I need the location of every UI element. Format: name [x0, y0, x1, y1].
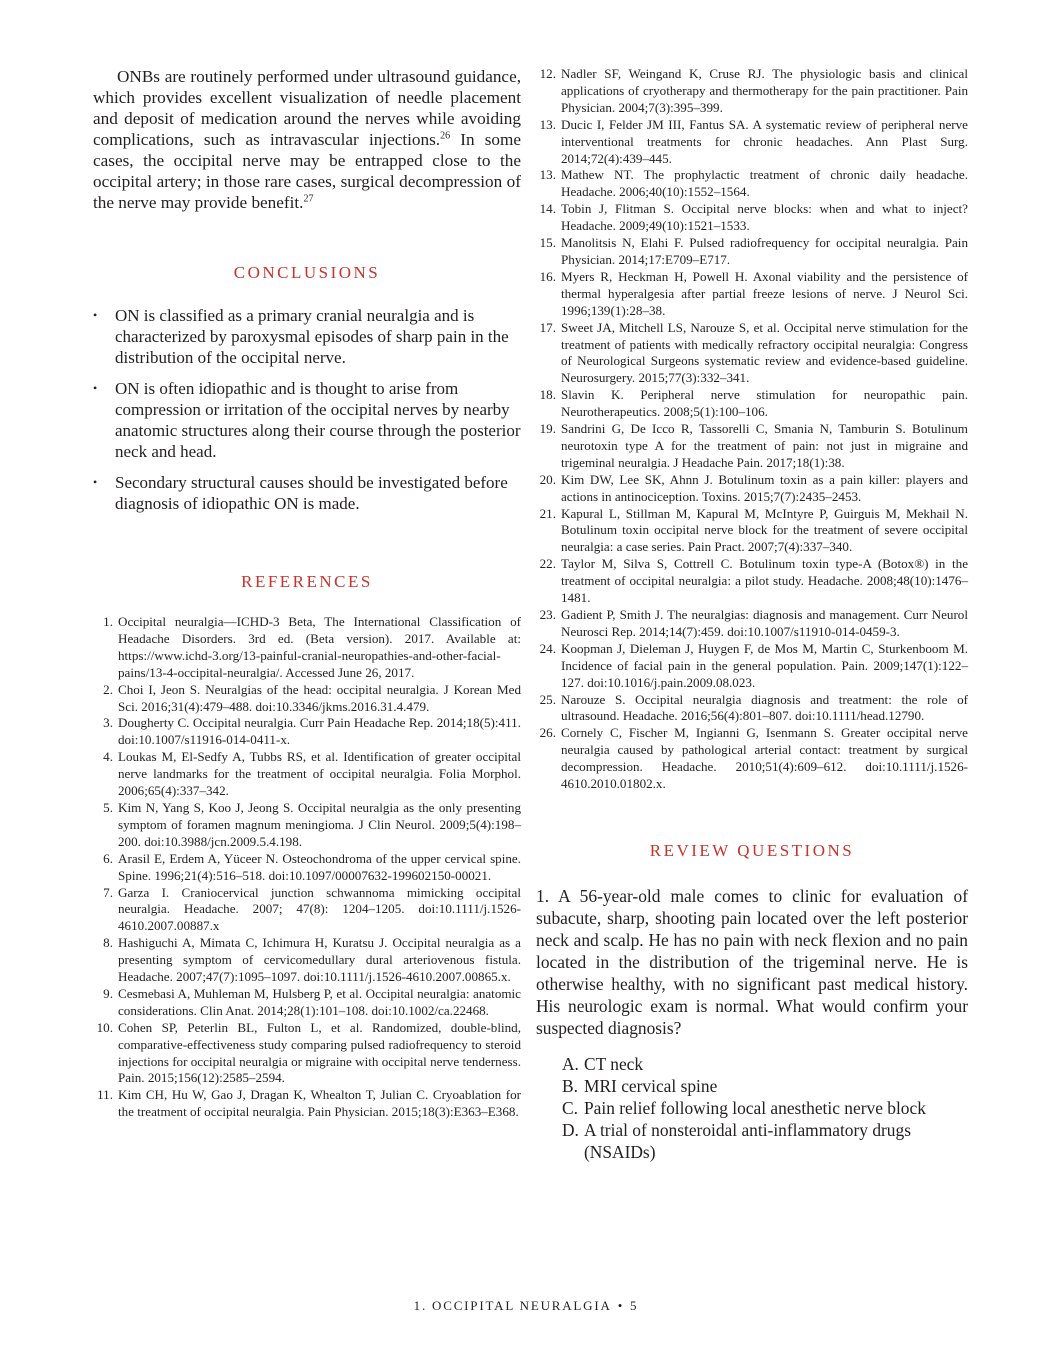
reference-item: 10. Cohen SP, Peterlin BL, Fulton L, et al. Randomized, double-blind, comparative-effectiveness study comparing pulsed radiofrequency to steroid injections for occipital neuralgia or migraine with occipital nerve tenderness. Pain. 2015;156(12):2585–2594. — [96, 1019, 521, 1086]
reference-item: 18. Slavin K. Peripheral nerve stimulation for neuropathic pain. Neurotherapeutics. 2008;5(1):100–106. — [539, 387, 968, 420]
reference-item: 7. Garza I. Craniocervical junction schwannoma mimicking occipital neuralgia. Headache. 2007; 47(8): 1204–1205. doi:10.1111/j.1526-4610.2007.00887.x — [103, 884, 521, 934]
right-column — [536, 66, 968, 1163]
reference-item: 22. Taylor M, Silva S, Cottrell C. Botulinum toxin type-A (Botox®) in the treatment of occipital neuralgia: a pilot study. Headache. 2008;48(10):1476–1481. — [539, 556, 968, 606]
review-questions-heading: REVIEW QUESTIONS — [649, 840, 855, 860]
intro-text: ONBs are routinely performed under ultrasound guidance, which provides excellent visualization of needle placement and deposit of medication around the nerves while avoiding complications, such as intravascular injections. — [93, 67, 521, 149]
conclusions-heading: CONCLUSIONS — [233, 263, 381, 282]
conclusion-item: • ON is often idiopathic and is thought to arise from compression or irritation of the occipital nerves by nearby anatomic structures along their course through the posterior neck and head. — [93, 379, 521, 461]
reference-item: 6. Arasil E, Erdem A, Yüceer N. Osteochondroma of the upper cervical spine. Spine. 1996;21(4):516–518. doi:10.1097/00007632-199602150-00021. — [103, 850, 521, 883]
references-list-right — [536, 66, 968, 793]
reference-item: 15. Manolitsis N, Elahi F. Pulsed radiofrequency for occipital neuralgia. Pain Physician. 2014;17:E709–E717. — [539, 235, 968, 267]
reference-item: 13. Mathew NT. The prophylactic treatment of chronic daily headache. Headache. 2006;40(10):1552–1564. — [539, 167, 968, 200]
intro-paragraph — [93, 66, 521, 213]
reference-item: 23. Gadient P, Smith J. The neuralgias: diagnosis and management. Curr Neurol Neurosci Rep. 2014;14(7):459. doi:10.1007/s11910-014-0459-3. — [539, 607, 968, 639]
reference-item: 20. Kim DW, Lee SK, Ahnn J. Botulinum toxin as a pain killer: players and actions in antinociception. Toxins. 2015;7(7):2435–2453. — [539, 471, 968, 504]
reference-item: 1. Occipital neuralgia—ICHD-3 Beta, The International Classification of Headache Disorders. 3rd ed. (Beta version). 2017. Available at: https://www.ichd-3.org/13-painful-cranial-neuropathies-and-other-facial-pains/13-4-occipital-neuralgia/. Accessed June 26, 2017. — [103, 614, 521, 680]
conclusion-item: • ON is classified as a primary cranial neuralgia and is characterized by paroxysmal episodes of sharp pain in the distribution of the occipital nerve. — [93, 306, 509, 367]
references-list-left — [93, 614, 521, 1121]
citation-26: 26 — [440, 130, 451, 142]
bullet-icon: • — [93, 475, 98, 489]
reference-item: 26. Cornely C, Fischer M, Ingianni G, Isenmann S. Greater occipital nerve neuralgia caused by pathological arterial contact: treatment by surgical decompression. Headache. 2010;51(4):609–612. doi:10.1111/j.1526-4610.2010.01802.x. — [539, 725, 968, 792]
reference-item: 11. Kim CH, Hu W, Gao J, Dragan K, Whealton T, Julian C. Cryoablation for the treatment of occipital neuralgia. Pain Physician. 2015;18(3):E363–E368. — [97, 1087, 521, 1120]
reference-item: 13. Ducic I, Felder JM III, Fantus SA. A systematic review of peripheral nerve interventional treatments for chronic headaches. Ann Plast Surg. 2014;72(4):439–445. — [539, 116, 968, 166]
answer-option-a: A. CT neck — [562, 1053, 644, 1074]
left-column — [93, 66, 521, 1121]
answer-option-d: D. A trial of nonsteroidal anti-inflammatory drugs (NSAIDs) — [562, 1119, 911, 1162]
reference-item: 24. Koopman J, Dieleman J, Huygen F, de Mos M, Martin C, Sturkenboom M. Incidence of facial pain in the general population. Pain. 2009;147(1):122–127. doi:10.1016/j.pain.2009.08.023. — [539, 640, 968, 690]
footer-chapter: 1. OCCIPITAL NEURALGIA — [413, 1298, 612, 1313]
reference-item: 16. Myers R, Heckman H, Powell H. Axonal viability and the persistence of thermal hyperalgesia after partial freeze lesions of nerve. J Neurol Sci. 1996;139(1):28–38. — [539, 268, 968, 318]
bullet-icon: • — [93, 308, 98, 322]
review-question-1: 1. A 56-year-old male comes to clinic for evaluation of subacute, sharp, shooting pain located over the left posterior neck and scalp. He has no pain with neck flexion and no pain located in the distribution of the trigeminal nerve. He is otherwise healthy, with no significant past medical history. His neurologic exam is normal. What would confirm your suspected diagnosis? — [536, 885, 968, 1038]
answer-option-b: B. MRI cervical spine — [562, 1075, 718, 1096]
reference-item: 8. Hashiguchi A, Mimata C, Ichimura H, Kuratsu J. Occipital neuralgia as a presenting symptom of cervicomedullary dural arteriovenous fistula. Headache. 2007;47(7):1095–1097. doi:10.1111/j.1526-4610.2007.00865.x. — [103, 935, 521, 985]
citation-27: 27 — [303, 193, 314, 205]
page-number: 5 — [630, 1298, 639, 1313]
reference-item: 5. Kim N, Yang S, Koo J, Jeong S. Occipital neuralgia as the only presenting symptom of foramen magnum meningioma. J Clin Neurol. 2009;5(4):198–200. doi:10.3988/jcn.2009.5.4.198. — [103, 799, 521, 849]
reference-item: 2. Choi I, Jeon S. Neuralgias of the head: occipital neuralgia. J Korean Med Sci. 2016;31(4):479–488. doi:10.3346/jkms.2016.31.4.479. — [103, 681, 521, 714]
reference-item: 25. Narouze S. Occipital neuralgia diagnosis and treatment: the role of ultrasound. Headache. 2016;56(4):801–807. doi:10.1111/head.12790. — [539, 691, 968, 724]
reference-item: 9. Cesmebasi A, Muhleman M, Hulsberg P, et al. Occipital neuralgia: anatomic considerations. Clin Anat. 2014;28(1):101–108. doi:10.1002/ca.22468. — [103, 985, 521, 1018]
references-heading: REFERENCES — [241, 572, 373, 591]
conclusion-item: • Secondary structural causes should be investigated before diagnosis of idiopathic ON is made. — [93, 473, 508, 513]
intro-text-2: In some cases, the occipital nerve may be entrapped close to the occipital artery; in those rare cases, surgical decompression of the nerve may provide benefit. — [93, 130, 521, 212]
footer-separator: • — [617, 1298, 625, 1313]
conclusions-list — [93, 305, 521, 514]
reference-item: 4. Loukas M, El-Sedfy A, Tubbs RS, et al. Identification of greater occipital nerve landmarks for the treatment of occipital neuralgia. Folia Morphol. 2006;65(4):337–342. — [103, 749, 521, 799]
reference-item: 19. Sandrini G, De Icco R, Tassorelli C, Smania N, Tamburin S. Botulinum neurotoxin type A for the treatment of pain: not just in migraine and trigeminal neuralgia. J Headache Pain. 2017;18(1):38. — [539, 421, 968, 470]
page-footer — [0, 1298, 1052, 1314]
answer-option-c: C. Pain relief following local anesthetic nerve block — [562, 1097, 926, 1118]
answer-options — [536, 1053, 968, 1163]
reference-item: 17. Sweet JA, Mitchell LS, Narouze S, et al. Occipital nerve stimulation for the treatment of patients with medically refractory occipital neuralgia: Congress of Neurological Surgeons systematic review and evidence-based guideline. Neurosurgery. 2015;77(3):332–341. — [539, 319, 968, 386]
reference-item: 21. Kapural L, Stillman M, Kapural M, McIntyre P, Guirguis M, Mekhail N. Botulinum toxin occipital nerve block for the treatment of severe occipital neuralgia: a case series. Pain Pract. 2007;7(4):337–340. — [539, 505, 968, 555]
reference-item: 12. Nadler SF, Weingand K, Cruse RJ. The physiologic basis and clinical applications of cryotherapy and thermotherapy for the pain practitioner. Pain Physician. 2004;7(3):395–399. — [539, 66, 968, 115]
reference-item: 3. Dougherty C. Occipital neuralgia. Curr Pain Headache Rep. 2014;18(5):411. doi:10.1007/s11916-014-0411-x. — [103, 715, 521, 748]
bullet-icon: • — [93, 381, 98, 395]
reference-item: 14. Tobin J, Flitman S. Occipital nerve blocks: when and what to inject? Headache. 2009;49(10):1521–1533. — [539, 201, 968, 234]
